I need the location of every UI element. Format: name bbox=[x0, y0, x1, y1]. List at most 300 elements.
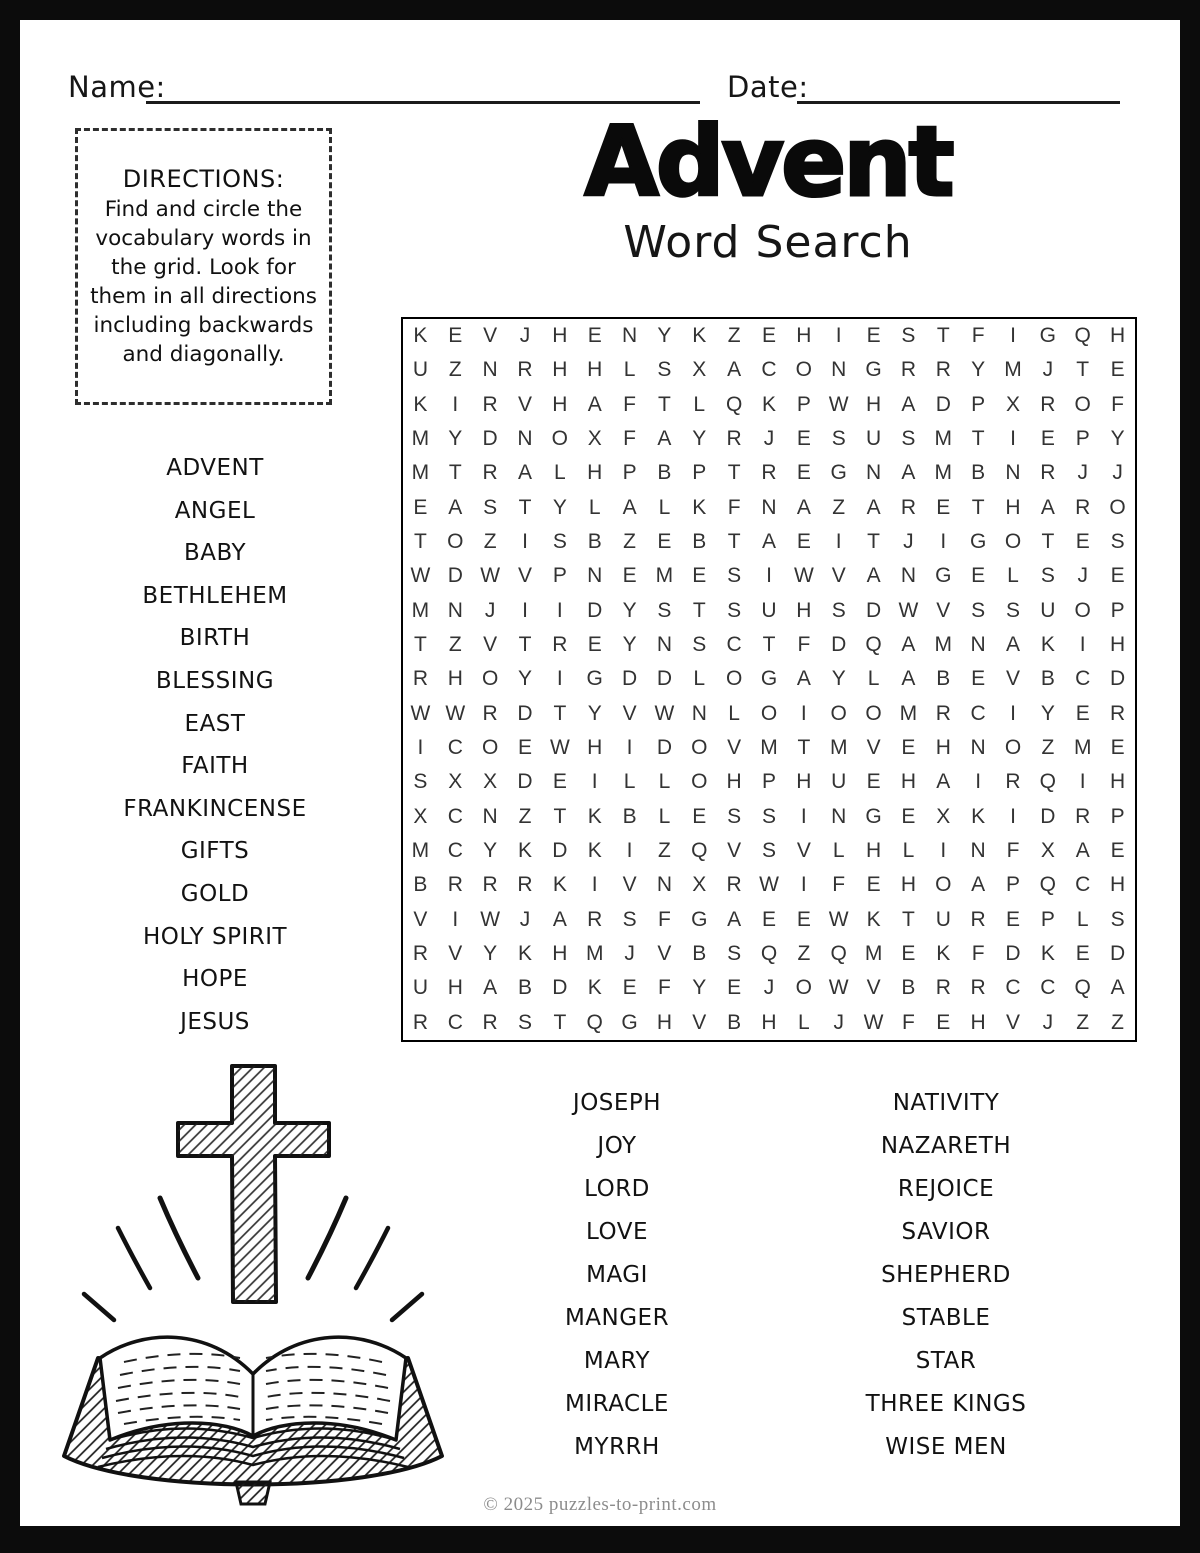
grid-cell: Y bbox=[831, 667, 846, 691]
grid-cell: K bbox=[517, 839, 532, 863]
word-list-item: BABY bbox=[183, 540, 247, 567]
grid-cell: T bbox=[553, 1010, 567, 1034]
grid-cell: Q bbox=[1039, 873, 1057, 897]
grid-cell: Z bbox=[448, 358, 462, 382]
grid-cell: B bbox=[622, 804, 637, 828]
grid-cell: L bbox=[798, 1010, 810, 1034]
grid-cell: E bbox=[761, 324, 776, 348]
grid-cell: X bbox=[413, 804, 428, 828]
grid-cell: F bbox=[832, 873, 846, 897]
grid-cell: O bbox=[551, 427, 569, 451]
date-blank-line bbox=[797, 101, 1120, 104]
grid-cell: E bbox=[587, 324, 602, 348]
grid-cell: I bbox=[522, 530, 528, 554]
grid-cell: R bbox=[935, 701, 951, 725]
cross-and-bible-illustration bbox=[48, 1056, 478, 1506]
grid-cell: A bbox=[1075, 839, 1090, 863]
grid-cell: A bbox=[1110, 976, 1125, 1000]
word-list-item: FAITH bbox=[181, 753, 249, 780]
grid-cell: N bbox=[831, 358, 847, 382]
grid-cell: G bbox=[935, 564, 952, 588]
grid-cell: W bbox=[828, 392, 849, 416]
grid-cell: E bbox=[1110, 564, 1125, 588]
grid-cell: J bbox=[763, 427, 775, 451]
grid-cell: L bbox=[867, 667, 880, 691]
grid-cell: W bbox=[410, 701, 431, 725]
page-subtitle: Word Search bbox=[623, 216, 913, 268]
grid-cell: O bbox=[447, 530, 464, 554]
grid-cell: I bbox=[940, 839, 947, 863]
grid-cell: E bbox=[866, 873, 881, 897]
grid-cell: H bbox=[726, 770, 742, 794]
grid-cell: A bbox=[517, 461, 532, 485]
grid-cell: X bbox=[1040, 839, 1055, 863]
grid-cell: F bbox=[658, 907, 671, 931]
grid-cell: F bbox=[971, 942, 985, 966]
word-list-item: NAZARETH bbox=[880, 1133, 1012, 1159]
grid-cell: T bbox=[553, 701, 567, 725]
grid-cell: Y bbox=[1040, 701, 1055, 725]
copyright-text: © 2025 puzzles-to-print.com bbox=[483, 1494, 717, 1515]
grid-cell: I bbox=[1010, 701, 1016, 725]
grid-cell: W bbox=[410, 564, 431, 588]
grid-cell: A bbox=[866, 495, 881, 519]
grid-cell: E bbox=[901, 942, 916, 966]
grid-cell: C bbox=[1005, 976, 1021, 1000]
grid-cell: M bbox=[829, 736, 848, 760]
grid-cell: D bbox=[935, 392, 951, 416]
grid-cell: E bbox=[936, 495, 951, 519]
grid-cell: E bbox=[1110, 839, 1125, 863]
grid-cell: S bbox=[1110, 907, 1125, 931]
grid-cell: Y bbox=[692, 976, 707, 1000]
grid-cell: C bbox=[761, 358, 777, 382]
grid-cell: Z bbox=[832, 495, 846, 519]
grid-cell: H bbox=[587, 736, 603, 760]
grid-cell: O bbox=[865, 701, 882, 725]
word-list-item: STAR bbox=[915, 1348, 977, 1374]
grid-cell: V bbox=[866, 976, 881, 1000]
grid-cell: G bbox=[969, 530, 987, 554]
grid-cell: N bbox=[656, 633, 672, 657]
word-list-item: STABLE bbox=[901, 1305, 991, 1331]
grid-cell: C bbox=[1075, 667, 1091, 691]
grid-cell: H bbox=[900, 873, 916, 897]
grid-cell: I bbox=[800, 701, 807, 725]
grid-cell: K bbox=[413, 392, 428, 416]
grid-cell: R bbox=[935, 976, 951, 1000]
grid-cell: D bbox=[1109, 942, 1126, 966]
grid-cell: R bbox=[726, 873, 742, 897]
grid-cell: E bbox=[622, 976, 637, 1000]
grid-cell: M bbox=[934, 633, 953, 657]
grid-cell: P bbox=[971, 392, 986, 416]
grid-cell: V bbox=[483, 633, 498, 657]
grid-cell: I bbox=[626, 839, 633, 863]
grid-cell: M bbox=[411, 427, 430, 451]
grid-cell: V bbox=[622, 873, 637, 897]
grid-cell: I bbox=[1010, 427, 1016, 451]
grid-cell: Y bbox=[483, 942, 498, 966]
grid-cell: H bbox=[552, 358, 568, 382]
grid-cell: T bbox=[414, 530, 427, 554]
grid-cell: S bbox=[622, 907, 637, 931]
grid-cell: P bbox=[1075, 427, 1090, 451]
grid-cell: B bbox=[692, 530, 707, 554]
grid-cell: K bbox=[413, 324, 428, 348]
grid-cell: E bbox=[936, 1010, 951, 1034]
grid-cell: D bbox=[621, 667, 638, 691]
grid-cell: L bbox=[554, 461, 566, 485]
grid-cell: I bbox=[975, 770, 982, 794]
date-label: Date: bbox=[727, 70, 809, 104]
grid-cell: V bbox=[622, 701, 637, 725]
grid-cell: S bbox=[657, 358, 672, 382]
grid-cell: T bbox=[727, 530, 741, 554]
grid-cell: R bbox=[1109, 701, 1126, 725]
grid-cell: X bbox=[1005, 392, 1020, 416]
grid-cell: I bbox=[800, 804, 807, 828]
grid-cell: C bbox=[726, 633, 742, 657]
word-list-item: MYRRH bbox=[574, 1434, 660, 1460]
grid-cell: J bbox=[763, 976, 775, 1000]
grid-cell: O bbox=[691, 736, 708, 760]
grid-cell: M bbox=[1073, 736, 1092, 760]
grid-cell: Q bbox=[865, 633, 882, 657]
grid-cell: T bbox=[518, 633, 532, 657]
grid-cell: O bbox=[1004, 530, 1022, 554]
grid-cell: V bbox=[796, 839, 811, 863]
word-list-item: GIFTS bbox=[180, 838, 250, 865]
grid-cell: T bbox=[448, 461, 462, 485]
grid-cell: D bbox=[482, 427, 498, 451]
grid-cell: W bbox=[654, 701, 675, 725]
grid-cell: P bbox=[552, 564, 567, 588]
grid-cell: V bbox=[483, 324, 498, 348]
grid-cell: R bbox=[726, 427, 742, 451]
grid-cell: C bbox=[1040, 976, 1056, 1000]
name-label: Name: bbox=[68, 70, 166, 104]
grid-cell: J bbox=[1077, 564, 1088, 588]
grid-cell: I bbox=[940, 530, 947, 554]
grid-cell: X bbox=[448, 770, 463, 794]
grid-cell: U bbox=[865, 427, 882, 451]
grid-cell: Z bbox=[727, 324, 741, 348]
word-list-item: ADVENT bbox=[166, 455, 264, 481]
grid-cell: R bbox=[587, 907, 603, 931]
grid-cell: O bbox=[830, 701, 847, 725]
grid-cell: I bbox=[766, 564, 772, 588]
grid-cell: K bbox=[692, 495, 707, 519]
grid-cell: R bbox=[412, 942, 428, 966]
grid-cell: H bbox=[552, 942, 568, 966]
grid-cell: O bbox=[481, 736, 499, 760]
word-list-item: JESUS bbox=[180, 1008, 250, 1035]
grid-cell: Y bbox=[517, 667, 532, 691]
grid-cell: A bbox=[936, 770, 951, 794]
grid-cell: T bbox=[658, 392, 671, 416]
grid-cell: G bbox=[830, 461, 847, 485]
grid-cell: H bbox=[587, 461, 603, 485]
grid-cell: J bbox=[484, 598, 496, 622]
grid-cell: L bbox=[1007, 564, 1019, 588]
grid-cell: S bbox=[901, 324, 916, 348]
grid-cell: O bbox=[1004, 736, 1022, 760]
grid-cell: H bbox=[761, 1010, 777, 1034]
grid-cell: E bbox=[622, 564, 637, 588]
word-list-item: NATIVITY bbox=[892, 1090, 1000, 1116]
grid-cell: Q bbox=[691, 839, 708, 863]
grid-cell: H bbox=[796, 770, 812, 794]
grid-cell: R bbox=[970, 907, 986, 931]
word-list-item: BLESSING bbox=[155, 667, 275, 694]
grid-cell: C bbox=[447, 839, 463, 863]
grid-cell: I bbox=[1079, 633, 1086, 657]
grid-cell: R bbox=[482, 1010, 498, 1034]
grid-cell: O bbox=[935, 873, 952, 897]
grid-cell: K bbox=[936, 942, 951, 966]
grid-cell: A bbox=[866, 564, 881, 588]
grid-cell: Z bbox=[1111, 1010, 1124, 1034]
grid-cell: R bbox=[1040, 392, 1056, 416]
grid-cell: S bbox=[1005, 598, 1020, 622]
grid-cell: I bbox=[1010, 324, 1016, 348]
grid-cell: A bbox=[448, 495, 463, 519]
grid-cell: D bbox=[517, 770, 533, 794]
grid-cell: Y bbox=[483, 839, 498, 863]
grid-cell: Y bbox=[657, 324, 672, 348]
directions-body: Find and circle the vocabulary words in the grid. Look for them in all directions including backwards and diagonally. bbox=[90, 196, 317, 367]
grid-cell: B bbox=[413, 873, 428, 897]
grid-cell: K bbox=[971, 804, 986, 828]
grid-cell: Z bbox=[658, 839, 671, 863]
grid-cell: R bbox=[935, 358, 951, 382]
grid-cell: D bbox=[656, 667, 672, 691]
grid-cell: E bbox=[1040, 427, 1055, 451]
grid-cell: N bbox=[517, 427, 533, 451]
grid-cell: R bbox=[1005, 770, 1021, 794]
grid-cell: S bbox=[552, 530, 567, 554]
grid-cell: N bbox=[970, 633, 986, 657]
grid-cell: S bbox=[901, 427, 916, 451]
grid-cell: B bbox=[692, 942, 707, 966]
grid-cell: E bbox=[796, 907, 811, 931]
grid-cell: T bbox=[1076, 358, 1090, 382]
grid-cell: D bbox=[1109, 667, 1126, 691]
grid-cell: Y bbox=[552, 495, 567, 519]
grid-cell: T bbox=[971, 495, 985, 519]
grid-cell: U bbox=[935, 907, 951, 931]
grid-cell: K bbox=[866, 907, 881, 931]
grid-cell: Y bbox=[1110, 427, 1125, 451]
grid-cell: A bbox=[796, 495, 811, 519]
grid-cell: I bbox=[1079, 770, 1086, 794]
grid-cell: H bbox=[447, 976, 463, 1000]
grid-cell: A bbox=[727, 907, 742, 931]
grid-cell: S bbox=[1110, 530, 1125, 554]
grid-cell: D bbox=[587, 598, 603, 622]
grid-cell: K bbox=[517, 942, 532, 966]
grid-cell: R bbox=[412, 667, 428, 691]
grid-cell: T bbox=[902, 907, 915, 931]
grid-cell: J bbox=[833, 1010, 844, 1034]
grid-cell: M bbox=[934, 427, 953, 451]
grid-cell: B bbox=[901, 976, 916, 1000]
grid-cell: V bbox=[517, 564, 532, 588]
grid-cell: G bbox=[1039, 324, 1057, 348]
grid-cell: U bbox=[831, 770, 847, 794]
grid-cell: V bbox=[831, 564, 846, 588]
grid-cell: A bbox=[727, 358, 742, 382]
grid-cell: I bbox=[591, 873, 598, 897]
grid-cell: I bbox=[835, 530, 842, 554]
grid-cell: P bbox=[692, 461, 707, 485]
grid-cell: W bbox=[863, 1010, 884, 1034]
grid-cell: Z bbox=[518, 804, 532, 828]
grid-cell: R bbox=[900, 495, 916, 519]
grid-cell: V bbox=[413, 907, 428, 931]
grid-cell: V bbox=[1005, 1010, 1020, 1034]
word-list-item: EAST bbox=[184, 710, 246, 737]
grid-cell: K bbox=[761, 392, 776, 416]
grid-cell: W bbox=[793, 564, 814, 588]
grid-cell: A bbox=[901, 392, 916, 416]
grid-cell: W bbox=[549, 736, 570, 760]
grid-cell: M bbox=[585, 942, 604, 966]
grid-cell: V bbox=[448, 942, 463, 966]
grid-cell: T bbox=[797, 736, 811, 760]
grid-cell: N bbox=[656, 873, 672, 897]
grid-cell: I bbox=[591, 770, 598, 794]
grid-cell: A bbox=[971, 873, 986, 897]
grid-cell: K bbox=[587, 839, 602, 863]
grid-cell: P bbox=[622, 461, 637, 485]
grid-cell: F bbox=[1006, 839, 1020, 863]
word-list-item: FRANKINCENSE bbox=[123, 795, 307, 822]
word-list-item: MAGI bbox=[586, 1262, 648, 1288]
grid-cell: E bbox=[1075, 701, 1090, 725]
grid-cell: X bbox=[587, 427, 602, 451]
grid-cell: L bbox=[623, 770, 636, 794]
grid-cell: R bbox=[447, 873, 463, 897]
grid-cell: B bbox=[936, 667, 951, 691]
grid-cell: O bbox=[1109, 495, 1126, 519]
grid-cell: S bbox=[727, 598, 742, 622]
grid-cell: I bbox=[452, 392, 459, 416]
grid-cell: E bbox=[866, 770, 881, 794]
grid-cell: A bbox=[901, 667, 916, 691]
grid-cell: R bbox=[482, 461, 498, 485]
page-title: Advent bbox=[584, 106, 952, 218]
cross-icon bbox=[178, 1066, 329, 1302]
word-list-bottom-left bbox=[517, 1082, 717, 1469]
grid-cell: H bbox=[1109, 873, 1126, 897]
grid-cell: W bbox=[828, 976, 849, 1000]
grid-cell: I bbox=[800, 873, 807, 897]
grid-cell: J bbox=[624, 942, 635, 966]
grid-cell: F bbox=[971, 324, 985, 348]
grid-cell: F bbox=[1111, 392, 1124, 416]
grid-cell: A bbox=[901, 633, 916, 657]
grid-cell: S bbox=[761, 804, 776, 828]
grid-cell: A bbox=[796, 667, 811, 691]
grid-cell: H bbox=[935, 736, 951, 760]
grid-cell: E bbox=[517, 736, 532, 760]
grid-cell: X bbox=[483, 770, 498, 794]
grid-cell: Y bbox=[622, 598, 637, 622]
grid-cell: O bbox=[725, 667, 743, 691]
grid-cell: N bbox=[900, 564, 916, 588]
grid-cell: Q bbox=[1039, 770, 1057, 794]
grid-cell: F bbox=[658, 976, 671, 1000]
word-list-item: REJOICE bbox=[897, 1176, 995, 1202]
grid-cell: H bbox=[1109, 770, 1126, 794]
grid-cell: N bbox=[970, 736, 986, 760]
grid-cell: E bbox=[1110, 358, 1125, 382]
grid-cell: A bbox=[1005, 633, 1020, 657]
title-block bbox=[398, 106, 1138, 268]
grid-cell: N bbox=[865, 461, 882, 485]
word-list-item: LOVE bbox=[586, 1219, 648, 1245]
open-bible-icon bbox=[64, 1337, 442, 1504]
grid-cell: A bbox=[483, 976, 498, 1000]
grid-cell: J bbox=[1042, 1010, 1054, 1034]
grid-cell: H bbox=[796, 324, 812, 348]
grid-cell: I bbox=[452, 907, 459, 931]
grid-cell: A bbox=[1040, 495, 1055, 519]
grid-cell: F bbox=[727, 495, 741, 519]
grid-cell: D bbox=[656, 736, 672, 760]
word-list-item: JOY bbox=[597, 1133, 637, 1159]
grid-cell: R bbox=[412, 1010, 428, 1034]
grid-cell: Q bbox=[586, 1010, 603, 1034]
grid-cell: E bbox=[761, 907, 776, 931]
word-list-item: HOPE bbox=[182, 966, 248, 993]
grid-cell: M bbox=[655, 564, 674, 588]
grid-cell: H bbox=[1109, 633, 1126, 657]
grid-cell: L bbox=[728, 701, 740, 725]
grid-cell: U bbox=[1040, 598, 1056, 622]
grid-cell: L bbox=[658, 495, 671, 519]
grid-cell: C bbox=[970, 701, 986, 725]
grid-cell: E bbox=[1005, 907, 1020, 931]
grid-cell: W bbox=[480, 564, 501, 588]
grid-cell: V bbox=[517, 392, 532, 416]
grid-cell: T bbox=[727, 461, 741, 485]
grid-cell: D bbox=[447, 564, 463, 588]
grid-cell: V bbox=[727, 839, 742, 863]
grid-cell: C bbox=[447, 1010, 463, 1034]
grid-cell: Z bbox=[483, 530, 497, 554]
grid-cell: L bbox=[902, 839, 915, 863]
grid-cell: R bbox=[1040, 461, 1056, 485]
word-list-item: SHEPHERD bbox=[881, 1262, 1011, 1288]
grid-cell: E bbox=[796, 530, 811, 554]
grid-cell: N bbox=[482, 358, 498, 382]
grid-cell: L bbox=[658, 770, 671, 794]
word-list-bottom-right bbox=[826, 1082, 1066, 1469]
grid-cell: S bbox=[727, 942, 742, 966]
grid-cell: R bbox=[482, 873, 498, 897]
grid-cell: O bbox=[795, 976, 813, 1000]
grid-cell: Z bbox=[448, 633, 462, 657]
grid-cell: F bbox=[623, 427, 636, 451]
word-list-item: BIRTH bbox=[179, 625, 251, 652]
grid-cell: V bbox=[1005, 667, 1020, 691]
grid-cell: S bbox=[517, 1010, 532, 1034]
grid-cell: G bbox=[865, 358, 882, 382]
grid-cell: E bbox=[866, 324, 881, 348]
